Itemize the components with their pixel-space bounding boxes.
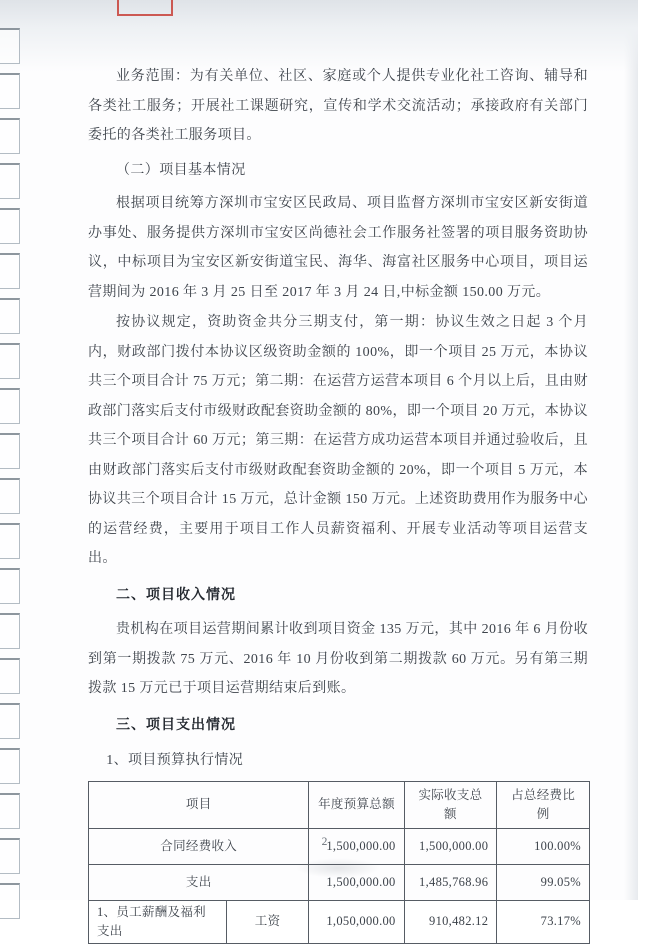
heading-project-basic: （二）项目基本情况: [116, 162, 246, 178]
table-row: [89, 900, 590, 943]
document-body: [88, 62, 588, 944]
binding-hole: [0, 388, 20, 424]
page-number: 2: [321, 836, 329, 848]
subheading-budget-execution: 1、项目预算执行情况: [106, 753, 244, 768]
cell-ratio: 73.17%: [497, 900, 590, 943]
binding-hole: [0, 523, 20, 559]
paragraph-income: 贵机构在项目运营期间累计收到项目资金 135 万元，其中 2016 年 6 月份收到第一期拨款 75 万元、2016 年 10 月份收到第二期拨款 60 万元。另有第三期拨款 15 万元已于项目运营期结束后到账。: [88, 622, 588, 696]
cell-budget: 1,500,000.00: [309, 864, 404, 900]
binding-hole: [0, 658, 20, 694]
paragraph-payment-terms: 按协议规定，资助资金共分三期支付，第一期：协议生效之日起 3 个月内，财政部门拨付本协议区级资助金额的 100%，即一个项目 25 万元，本协议共三个项目合计 75 万元；第二期：在运营方运营本项目 6 个月以上后，且由财政部门落实后支付市级财政配套资助金额的 80%，即一个项目 20 万元，本协议共三个项目合计 60 万元；第三期：在运营方成功运营本项目并通过验收后，且由财政部门落实后支付市级财政配套资助金额的 20%，即一个项目 5 万元，本协议共三个项目合计 15 万元，总计金额 150 万元。上述资助费用作为服务中心的运营经费，主要用于项目工作人员薪资福利、开展专业活动等项目运营支出。: [88, 315, 588, 566]
cell-actual: 1,485,768.96: [404, 864, 497, 900]
cell-actual: 1,500,000.00: [404, 828, 497, 864]
binding-hole: [0, 73, 20, 109]
table-row: [89, 864, 590, 900]
col-header-actual: 实际收支总额: [404, 781, 497, 828]
heading-income: 二、项目收入情况: [116, 587, 236, 603]
col-header-budget: 年度预算总额: [309, 781, 404, 828]
binding-hole: [0, 613, 20, 649]
binding-hole: [0, 478, 20, 514]
table-header-row: [89, 781, 590, 828]
binding-hole: [0, 208, 20, 244]
binding-hole: [0, 703, 20, 739]
binding-hole: [0, 253, 20, 289]
cell-item: 合同经费收入: [89, 828, 309, 864]
binding-hole: [0, 298, 20, 334]
cell-budget: 1,050,000.00: [309, 900, 404, 943]
binding-strip: [0, 0, 30, 900]
binding-hole: [0, 748, 20, 784]
binding-hole: [0, 28, 20, 64]
cell-subitem: 工资: [226, 900, 309, 943]
binding-hole: [0, 163, 20, 199]
cell-actual: 910,482.12: [404, 900, 497, 943]
budget-execution-table: [88, 781, 590, 944]
binding-hole: [0, 568, 20, 604]
cell-ratio: 99.05%: [497, 864, 590, 900]
binding-hole: [0, 433, 20, 469]
binding-hole: [0, 883, 20, 919]
paragraph-project-basic: 根据项目统筹方深圳市宝安区民政局、项目监督方深圳市宝安区新安街道办事处、服务提供方深圳市宝安区尚德社会工作服务社签署的项目服务资助协议，中标项目为宝安区新安街道宝民、海华、海富社区服务中心项目，项目运营期间为 2016 年 3 月 25 日至 2017 年 3 月 24 日,中标金额 150.00 万元。: [88, 196, 588, 300]
paragraph-business-scope: 业务范围：为有关单位、社区、家庭或个人提供专业化社工咨询、辅导和各类社工服务；开展社工课题研究，宣传和学术交流活动；承接政府有关部门委托的各类社工服务项目。: [88, 69, 588, 143]
col-header-ratio: 占总经费比例: [497, 781, 590, 828]
red-stamp-fragment: [117, 0, 173, 16]
cell-budget: 1,500,000.00: [309, 828, 404, 864]
heading-expense: 三、项目支出情况: [116, 717, 236, 733]
cell-item: 支出: [89, 864, 309, 900]
binding-hole: [0, 118, 20, 154]
binding-hole: [0, 793, 20, 829]
col-header-item: 项目: [89, 781, 309, 828]
cell-item: 1、员工薪酬及福利支出: [89, 900, 227, 943]
cell-ratio: 100.00%: [497, 828, 590, 864]
binding-hole: [0, 343, 20, 379]
